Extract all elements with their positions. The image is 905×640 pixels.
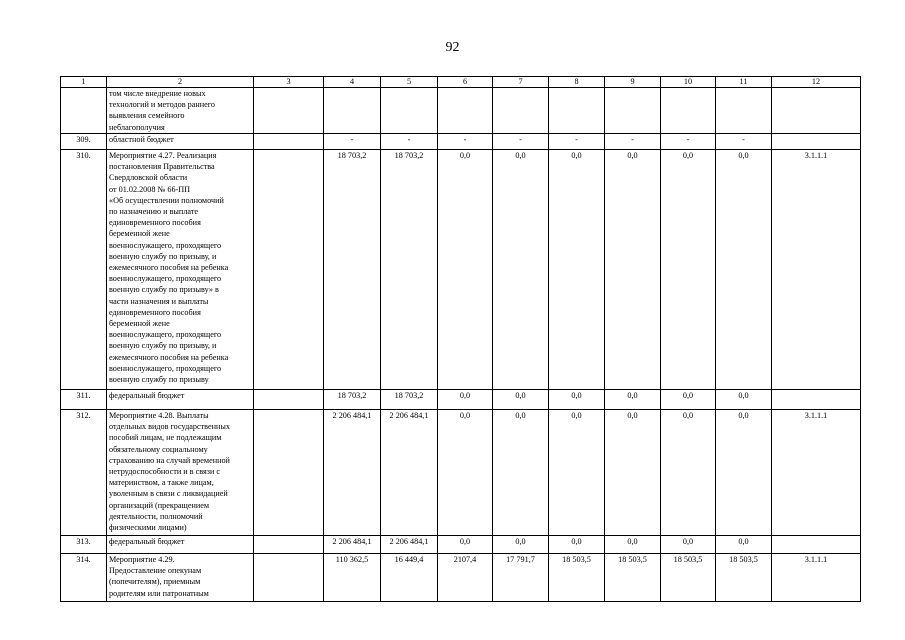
- row-name: областной бюджет: [107, 134, 254, 150]
- row-value: 0,0: [493, 390, 549, 410]
- row-value: 0,0: [716, 536, 772, 554]
- row-target: 3.1.1.1: [772, 410, 861, 536]
- row-value: -: [324, 134, 381, 150]
- table-row: [61, 536, 861, 554]
- row-value: 0,0: [438, 390, 493, 410]
- col-header: 10: [661, 77, 716, 88]
- row-value: 18 503,5: [605, 554, 661, 602]
- row-col3: [254, 88, 324, 134]
- col-header: 3: [254, 77, 324, 88]
- row-value: [661, 88, 716, 134]
- program-table: [60, 76, 861, 602]
- page-number: 92: [445, 40, 460, 55]
- row-value: 18 703,2: [381, 150, 438, 390]
- row-value: 2 206 484,1: [324, 536, 381, 554]
- table-row: [61, 134, 861, 150]
- row-value: 0,0: [438, 536, 493, 554]
- row-value: 0,0: [716, 410, 772, 536]
- col-header: 5: [381, 77, 438, 88]
- row-target: [772, 390, 861, 410]
- row-name: Мероприятие 4.27. Реализация постановления Правительства Свердловской области от 01.02.2008 № 66-ПП «Об осуществлении полномочий по назначению и выплате единовременного пособия беременной жене военнослужащего, проходящего военную службу по призыву, и ежемесячного пособия на ребенка военнослужащего, проходящего военную службу по призыву» в части назначения и выплаты единовременного пособия беременной жене военнослужащего, проходящего военную службу по призыву, и ежемесячного пособия на ребенка военнослужащего, проходящего военную службу по призыву: [107, 150, 254, 390]
- row-value: 0,0: [605, 536, 661, 554]
- row-value: 0,0: [438, 150, 493, 390]
- row-value: 0,0: [716, 150, 772, 390]
- row-value: 0,0: [549, 536, 605, 554]
- row-value: 18 503,5: [716, 554, 772, 602]
- row-value: 0,0: [661, 536, 716, 554]
- row-value: 0,0: [493, 536, 549, 554]
- row-target: 3.1.1.1: [772, 150, 861, 390]
- row-target: [772, 88, 861, 134]
- row-number: [61, 88, 107, 134]
- row-number: 314.: [61, 554, 107, 602]
- col-header: 9: [605, 77, 661, 88]
- row-value: 18 503,5: [549, 554, 605, 602]
- row-value: 0,0: [661, 150, 716, 390]
- row-name: том числе внедрение новых технологий и методов раннего выявления семейного неблагополучия: [107, 88, 254, 134]
- row-name: федеральный бюджет: [107, 536, 254, 554]
- row-value: [381, 88, 438, 134]
- row-col3: [254, 536, 324, 554]
- row-value: 0,0: [716, 390, 772, 410]
- row-value: -: [493, 134, 549, 150]
- row-value: 0,0: [605, 410, 661, 536]
- row-number: 312.: [61, 410, 107, 536]
- row-value: [438, 88, 493, 134]
- table-row: [61, 88, 861, 134]
- row-value: 0,0: [549, 390, 605, 410]
- row-value: 2 206 484,1: [381, 536, 438, 554]
- row-number: 310.: [61, 150, 107, 390]
- row-value: 18 703,2: [324, 390, 381, 410]
- col-header: 8: [549, 77, 605, 88]
- table-row: [61, 410, 861, 536]
- row-value: 0,0: [438, 410, 493, 536]
- row-name: Мероприятие 4.28. Выплаты отдельных видов государственных пособий лицам, не подлежащим обязательному социальному страхованию на случай временной нетрудоспособности и в связи с материнством, а также лицам, уволенным в связи с ликвидацией организаций (прекращением деятельности, полномочий физическими лицами): [107, 410, 254, 536]
- row-value: -: [549, 134, 605, 150]
- row-col3: [254, 410, 324, 536]
- row-value: 0,0: [605, 150, 661, 390]
- row-value: 18 503,5: [661, 554, 716, 602]
- row-value: [716, 88, 772, 134]
- row-value: [324, 88, 381, 134]
- col-header: 4: [324, 77, 381, 88]
- row-value: -: [381, 134, 438, 150]
- row-target: 3.1.1.1: [772, 554, 861, 602]
- table-row: [61, 390, 861, 410]
- row-value: [549, 88, 605, 134]
- row-value: 0,0: [605, 390, 661, 410]
- col-header: 12: [772, 77, 861, 88]
- row-name: федеральный бюджет: [107, 390, 254, 410]
- row-value: 0,0: [493, 410, 549, 536]
- col-header: 1: [61, 77, 107, 88]
- row-number: 313.: [61, 536, 107, 554]
- col-header: 11: [716, 77, 772, 88]
- row-value: 17 791,7: [493, 554, 549, 602]
- row-target: [772, 134, 861, 150]
- row-col3: [254, 150, 324, 390]
- row-value: 2107,4: [438, 554, 493, 602]
- row-value: 110 362,5: [324, 554, 381, 602]
- row-number: 309.: [61, 134, 107, 150]
- row-value: [605, 88, 661, 134]
- col-header: 2: [107, 77, 254, 88]
- row-value: 0,0: [661, 410, 716, 536]
- row-name: Мероприятие 4.29. Предоставление опекунам (попечителям), приемным родителям или патронатным: [107, 554, 254, 602]
- row-value: [493, 88, 549, 134]
- row-value: 18 703,2: [381, 390, 438, 410]
- col-header: 6: [438, 77, 493, 88]
- row-value: 2 206 484,1: [381, 410, 438, 536]
- table-row: [61, 554, 861, 602]
- row-number: 311.: [61, 390, 107, 410]
- row-col3: [254, 554, 324, 602]
- row-value: 18 703,2: [324, 150, 381, 390]
- row-value: -: [605, 134, 661, 150]
- column-number-row: [61, 77, 861, 88]
- row-value: -: [716, 134, 772, 150]
- row-col3: [254, 390, 324, 410]
- row-value: 0,0: [549, 410, 605, 536]
- row-value: 2 206 484,1: [324, 410, 381, 536]
- row-value: 16 449,4: [381, 554, 438, 602]
- row-target: [772, 536, 861, 554]
- row-value: -: [438, 134, 493, 150]
- row-value: -: [661, 134, 716, 150]
- table-row: [61, 150, 861, 390]
- row-value: 0,0: [661, 390, 716, 410]
- row-value: 0,0: [493, 150, 549, 390]
- row-value: 0,0: [549, 150, 605, 390]
- row-col3: [254, 134, 324, 150]
- col-header: 7: [493, 77, 549, 88]
